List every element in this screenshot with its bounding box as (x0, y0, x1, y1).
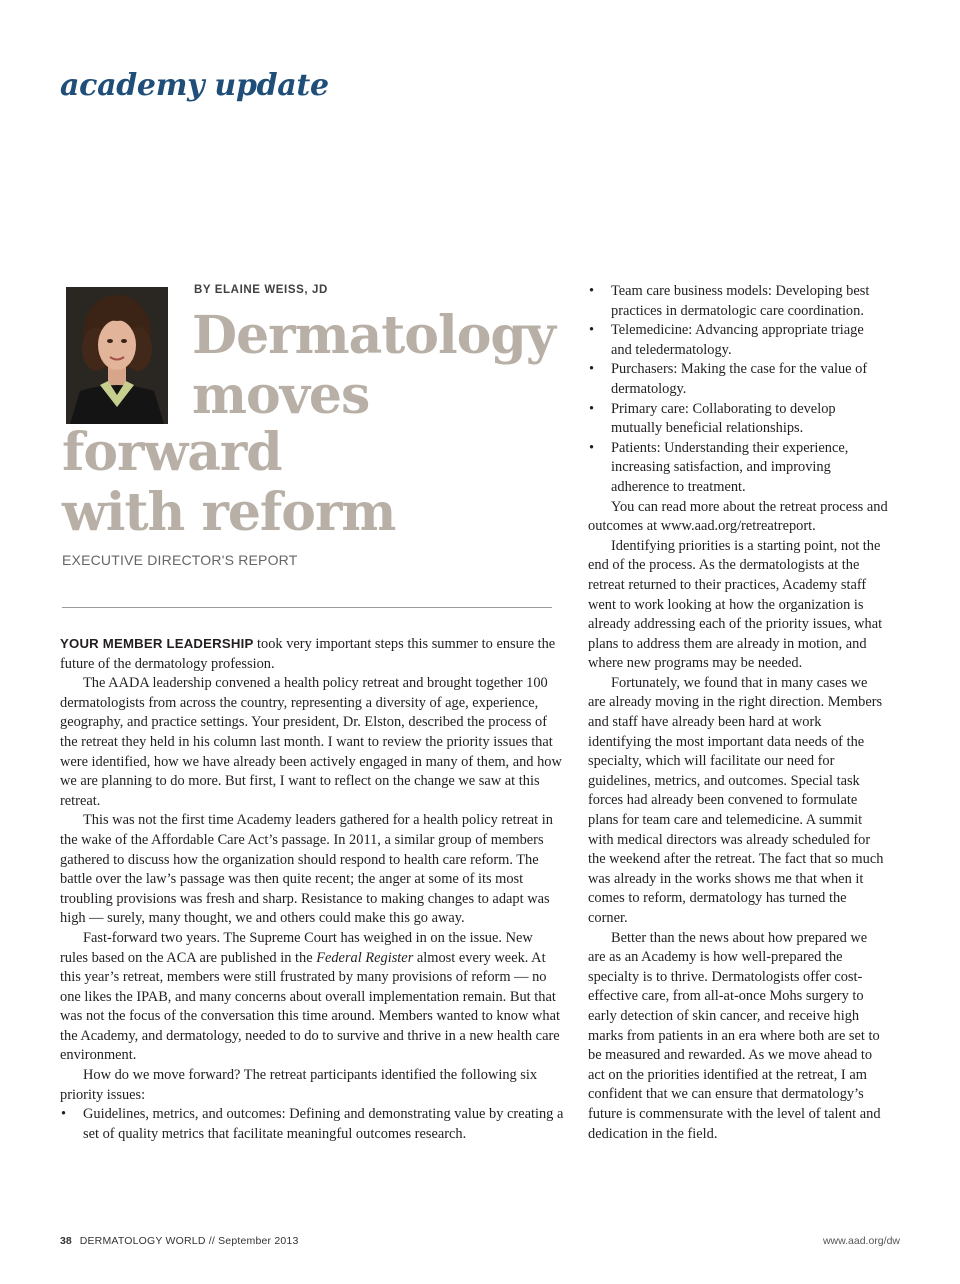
article-title-line-4: with reform (62, 482, 396, 543)
bullet-icon: • (589, 400, 595, 417)
paragraph-intro (60, 634, 564, 674)
list-item-text: Guidelines, metrics, and outcomes: Defining and demonstrating value by creating a set of quality metrics that facilitate meaningful outcomes research. (83, 1106, 564, 1142)
byline: BY ELAINE WEISS, JD (194, 284, 328, 296)
list-item (588, 439, 888, 498)
paragraph-4-text-b: almost every week. At this year’s retreat, members were still frustrated by many provisions of reform — no one likes the IPAB, and many concerns about overall implementation remain. But that was not the focus of the conversation this time around. Members wanted to know what the Academy, and dermatology, needed to do to survive and thrive in a new health care environment. (60, 949, 560, 1064)
lead-in: YOUR MEMBER LEADERSHIP (60, 636, 254, 651)
article-title-line-1: Dermatology (192, 305, 556, 366)
bullet-icon: • (61, 1106, 67, 1123)
list-item (588, 360, 888, 399)
priority-list-left (60, 1105, 564, 1144)
author-photo (66, 287, 168, 424)
publication-title: Federal Register (316, 949, 414, 966)
paragraph-3: This was not the first time Academy leaders gathered for a health policy retreat in the wake of the Affordable Care Act’s passage. In 2011, a similar group of members gathered to discuss how the organization should respond to health care reform. The battle over the law’s passage was then quite recent; the anger at some of its most troubling provisions was fresh and sharp. Resistance to making changes to adapt was high — surely, many thought, we and others could make this go away. (60, 812, 553, 927)
paragraph-5: How do we move forward? The retreat participants identified the following six priority issues: (60, 1067, 538, 1103)
article-column-right (588, 282, 888, 1144)
list-item-text: Telemedicine: Advancing appropriate triage and teledermatology. (611, 322, 864, 358)
paragraph-8: Fortunately, we found that in many cases we are already moving in the right direction. Members and staff have already been hard at work identifying the most important data needs of the specialty, which will facilitate our need for guidelines, metrics, and outcomes. Special task forces had already been convened to formulate plans for team care and telemedicine. A summit with medical directors was already scheduled for the weekend after the retreat. The fact that so much was already in the works shows me that when it comes to reform, dermatology has turned the corner. (588, 674, 884, 926)
paragraph-6: You can read more about the retreat process and outcomes at www.aad.org/retreatreport. (588, 498, 888, 535)
priority-list-right (588, 282, 888, 498)
list-item-text: Primary care: Collaborating to develop mutually beneficial relationships. (611, 400, 836, 437)
department-label: EXECUTIVE DIRECTOR'S REPORT (62, 552, 298, 568)
author-portrait-icon (66, 287, 168, 424)
bullet-icon: • (589, 361, 595, 378)
paragraph-4 (60, 929, 564, 1066)
article-column-left (60, 634, 564, 1144)
article-title-line-2: moves (192, 365, 370, 426)
footer-left (60, 1235, 299, 1247)
divider (62, 607, 552, 608)
paragraph-7: Identifying priorities is a starting point, not the end of the process. As the dermatologists at the retreat returned to their practices, Academy staff went to work looking at how the organization is already addressing each of the priority issues, what plans to address them are already in motion, and where new programs may be needed. (588, 537, 883, 672)
page-number: 38 (60, 1235, 72, 1247)
paragraph-9: Better than the news about how prepared we are as an Academy is how well-prepared the specialty is to thrive. Dermatologists offer cost-effective care, from all-at-once Mohs surgery to early detection of skin cancer, and receive high marks from patients in an era where both are set to be measured and rewarded. As we move ahead to act on the priorities identified at the retreat, I am confident that we can ensure that dermatology’s future is commensurate with the level of talent and dedication in the field. (588, 929, 881, 1142)
bullet-icon: • (589, 439, 595, 456)
section-heading: academy update (60, 68, 329, 103)
magazine-issue: DERMATOLOGY WORLD // September 2013 (79, 1235, 299, 1247)
list-item (588, 321, 888, 360)
list-item-text: Purchasers: Making the case for the value of dermatology. (611, 361, 868, 397)
list-item-text: Patients: Understanding their experience, increasing satisfaction, and improving adherence to treatment. (611, 439, 849, 495)
intro-text: took very important steps this summer to ensure the future of the dermatology profession. (60, 636, 556, 672)
list-item (588, 282, 888, 321)
list-item (60, 1105, 564, 1144)
paragraph-2: The AADA leadership convened a health policy retreat and brought together 100 dermatologists from across the country, representing a diversity of age, experience, geography, and practice settings. Your president, Dr. Elston, described the process of the retreat they held in his column last month. I want to review the priority issues that were identified, how we have already been actively engaged in many of them, and how we are planning to do more. But first, I want to reflect on the change we saw at this retreat. (60, 675, 562, 809)
article-title-line-3: forward (62, 422, 282, 483)
list-item-text: Team care business models: Developing best practices in dermatologic care coordination. (611, 283, 870, 319)
bullet-icon: • (589, 322, 595, 339)
paragraph-4-text-a: Fast-forward two years. The Supreme Court has weighed in on the issue. New rules based on the ACA are published in the (60, 929, 533, 966)
bullet-icon: • (589, 283, 595, 299)
footer-url: www.aad.org/dw (822, 1235, 900, 1247)
list-item (588, 400, 888, 439)
